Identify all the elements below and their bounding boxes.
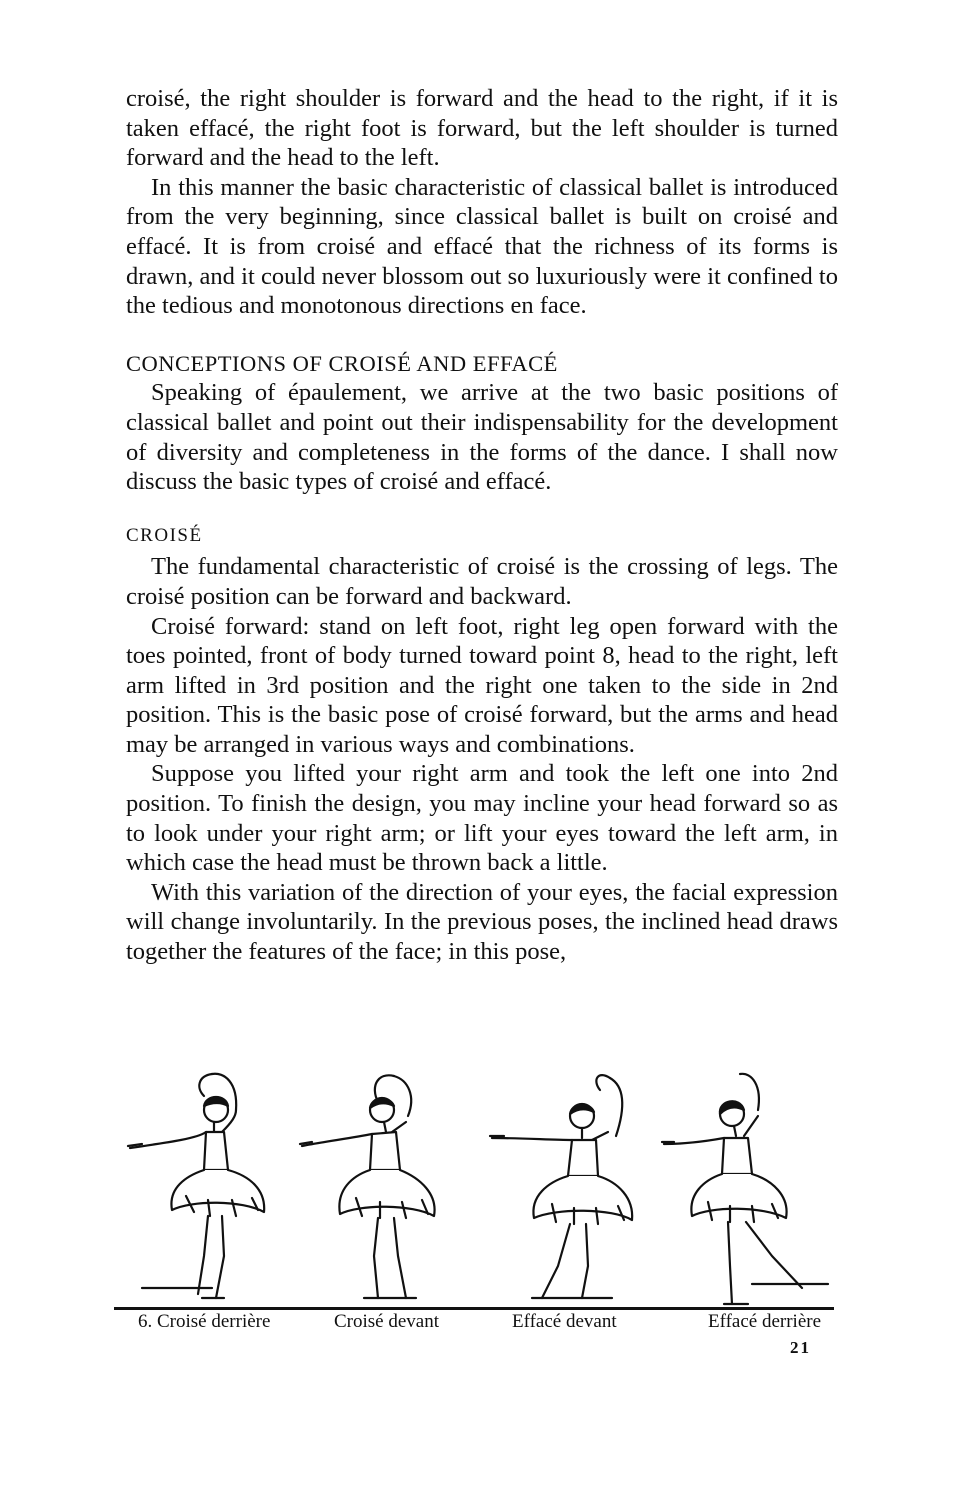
paragraph: Speaking of épaulement, we arrive at the two basic positions of classical ballet and point out their indispensability for the development of diversity and completeness in the forms of the dance. I shall now discuss the basic types of croisé and effacé. [126,379,838,496]
figure-baseline-rule [114,1307,834,1310]
paragraph-continuation: croisé, the right shoulder is forward and the head to the right, if it is taken effacé, the right foot is forward, but the left shoulder is turned forward and the head to the left. [126,85,838,172]
figure-caption-4: Effacé derrière [708,1311,822,1332]
paragraph: With this variation of the direction of your eyes, the facial expression will change involuntarily. In the previous poses, the inclined head draws together the features of the face; in this pose, [126,878,838,966]
dancer-figure-efface-devant [490,1075,632,1298]
page-number: 21 [790,1338,811,1357]
paragraph: Suppose you lifted your right arm and took the left one into 2nd position. To finish the design, you may incline your head forward so as to look under your right arm; or lift your eyes toward the left arm, in which case the head must be thrown back a little. [126,760,838,877]
ballet-figures-illustration [112,1066,840,1316]
dancer-figure-croise-derriere [128,1074,264,1298]
figure-caption-1: 6. Croisé derrière [138,1311,271,1332]
section-heading: CONCEPTIONS OF CROISÉ AND EFFACÉ [126,350,558,376]
paragraph: Croisé forward: stand on left foot, right leg open forward with the toes pointed, front of body turned toward point 8, head to the right, left arm lifted in 3rd position and the right one taken to the side in 2nd position. This is the basic pose of croisé forward, but the arms and head may be arranged in various ways and combinations. [126,612,838,758]
figure-caption-3: Effacé devant [512,1311,617,1332]
figure-caption-2: Croisé devant [334,1311,440,1332]
subsection-heading: CROISÉ [126,524,203,546]
body-text [126,84,838,967]
paragraph: The fundamental characteristic of croisé is the crossing of legs. The croisé position can be forward and backward. [126,553,838,610]
dancer-figure-efface-derriere [662,1074,828,1304]
paragraph: In this manner the basic characteristic of classical ballet is introduced from the very beginning, since classical ballet is built on croisé and effacé. It is from croisé and effacé that the richness of its forms is drawn, and it could never blossom out so luxuriously were it confined to the tedious and monotonous directions en face. [126,173,838,320]
dancer-figure-croise-devant [300,1075,435,1298]
